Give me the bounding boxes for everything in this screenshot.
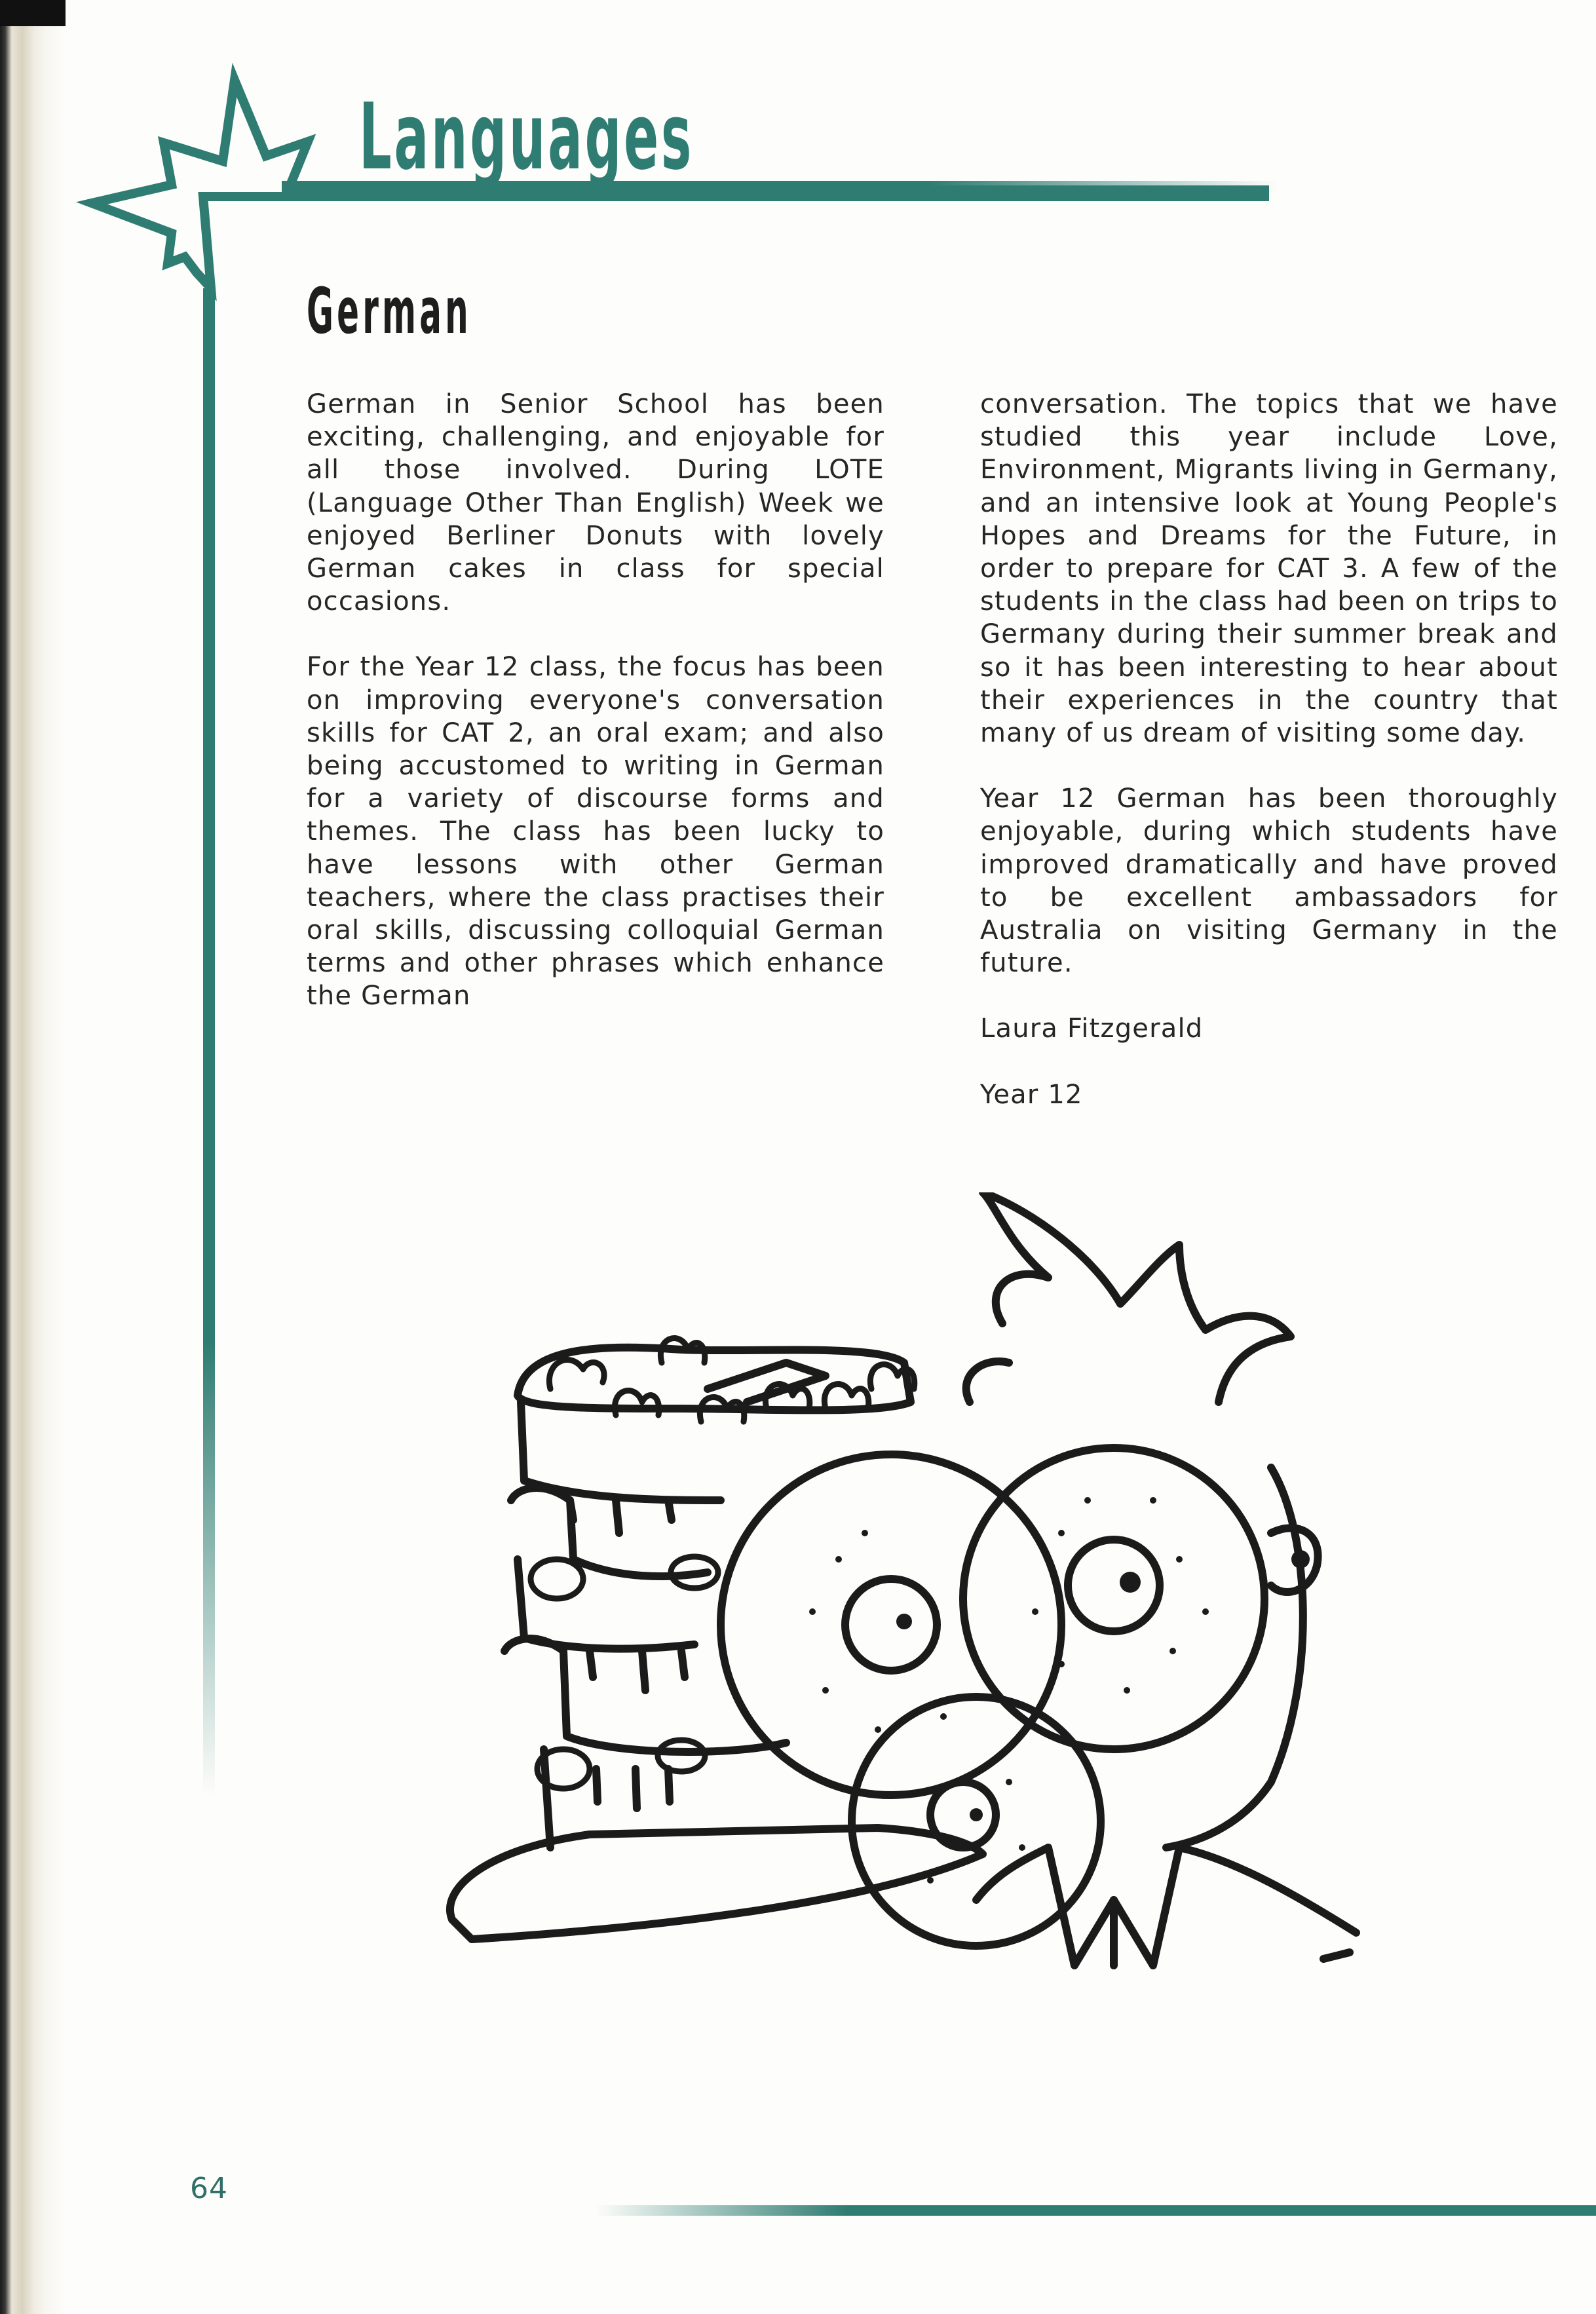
cake-and-donut-cartoon: [419, 1192, 1415, 2005]
paragraph: conversation. The topics that we have studied this year include Love, Environment, Migrants living in Germany, and an intensive look at Young People's Hopes and Dreams for the Future, in order to prepare for CAT 3. A few of the students in the class had been on trips to Germany during their summer break and so it has been interesting to hear about their experiences in the country that many of us dream of visiting some day.: [980, 389, 1558, 749]
paragraph: German in Senior School has been exciting, challenging, and enjoyable for all those involved. During LOTE (Language Other Than English) Week we enjoyed Berliner Donuts with lovely German cakes in class for special occasions.: [307, 389, 884, 617]
head-outline: [1166, 1468, 1303, 1848]
subsection-title: German: [307, 275, 472, 348]
paragraph: For the Year 12 class, the focus has been on improving everyone's conversation skills for CAT 2, an oral exam; and also being accustomed to writing in German for a variety of discourse forms and themes. The class has been lucky to have lessons with other German teachers, where the class practises their oral skills, discussing colloquial German terms and other phrases which enhance the German: [307, 652, 884, 1012]
article-column-right: [980, 388, 1558, 1144]
donut-large-left: [721, 1454, 1061, 1795]
hair-spikes: [983, 1192, 1291, 1402]
paragraph: Year 12 German has been thoroughly enjoyable, during which students have improved dramatically and have proved to be excellent ambassadors for Australia on visiting Germany in the future.: [980, 784, 1558, 979]
page-number: 64: [190, 2172, 228, 2205]
author-name: Laura Fitzgerald: [980, 1014, 1204, 1044]
collar-outline: [976, 1848, 1356, 1965]
article-column-left: [307, 388, 884, 1046]
section-title: Languages: [359, 84, 694, 191]
author-year: Year 12: [980, 1079, 1083, 1110]
